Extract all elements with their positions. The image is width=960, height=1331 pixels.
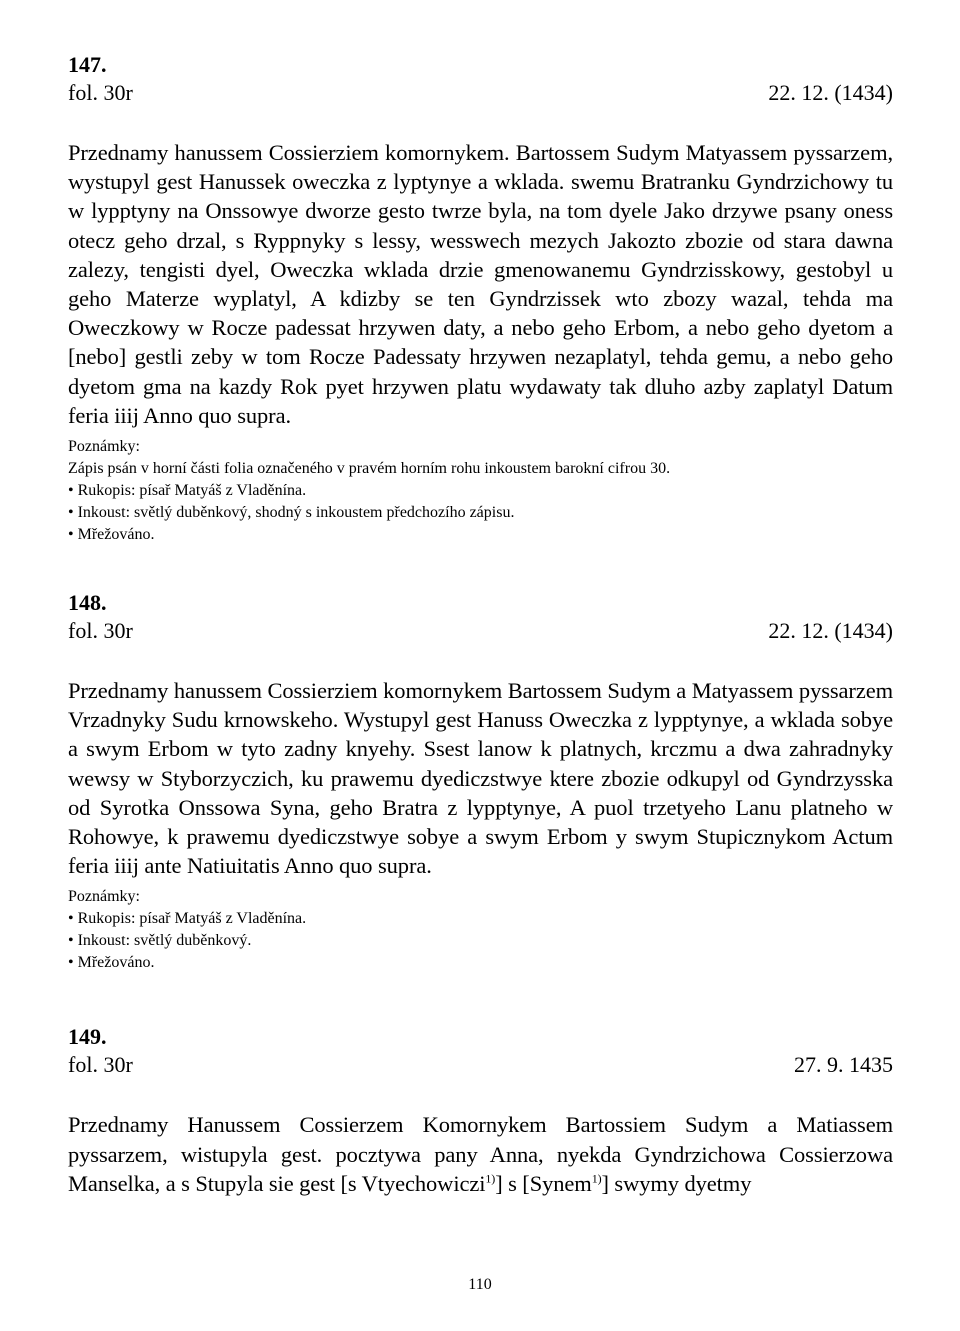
entry-148 xyxy=(68,590,893,974)
note-line: • Inkoust: světlý duběnkový. xyxy=(68,932,252,950)
entry-date: 22. 12. (1434) xyxy=(768,80,893,105)
folio-label: fol. 30r xyxy=(68,618,133,644)
note-line: • Rukopis: písař Matyáš z Vladěnína. xyxy=(68,910,307,928)
note-line: Zápis psán v horní části folia označeného v pravém horním rohu inkoustem barokní cifrou 30. xyxy=(68,460,671,478)
notes xyxy=(68,886,893,974)
notes xyxy=(68,436,893,546)
entry-text xyxy=(68,1110,893,1198)
entry-number: 147. xyxy=(68,52,107,77)
entry-date: 27. 9. 1435 xyxy=(794,1052,893,1078)
note-line: • Mřežováno. xyxy=(68,526,155,544)
entry-text: Przednamy hanussem Cossierziem komornykem. Bartossem Sudym Matyassem pyssarzem, wystupyl gest Hanussek oweczka z lyptynye a wklada. swemu Bratranku Gyndrzichowy tu w lypptyny na Onssowye dworze gesto twrze byla, na tom dyele Jako drzywe psany oness otecz geho drzal, s Ryppnyky s lessy, wesswech mezych Jakozto zbozie od stara dawna zalezy, tengisti dyel, Oweczka wklada drzie gmenowanemu Gyndrzisskowy, gestobyl u geho Materze wyplatyl, A kdizby se ten Gyndrzissek wto zbozy wazal, tehda ma Oweczkowy w Rocze padessat hrzywen daty, a nebo geho Erbom, a nebo geho dyetom a [nebo] gestli zeby w tom Rocze Padessaty hrzywen nezaplatyl, tehda gemu, a nebo geho dyetom gma na kazdy Rok pyet hrzywen platu wydawaty tak dluho azby zaplatyl Datum feria iiij Anno quo supra. xyxy=(68,140,893,428)
entry-number: 149. xyxy=(68,1024,107,1050)
entry-meta xyxy=(68,1050,893,1080)
note-line: • Mřežováno. xyxy=(68,954,155,972)
folio-label: fol. 30r xyxy=(68,1052,133,1078)
note-line: • Inkoust: světlý duběnkový, shodný s inkoustem předchozího zápisu. xyxy=(68,504,515,522)
entry-text: Przednamy hanussem Cossierziem komornykem Bartossem Sudym a Matyassem pyssarzem Vrzadnyky Sudu krnowskeho. Wystupyl gest Hanuss Oweczka z lypptynye, a wklada sobye a swym Erbom w tyto zadny knyehy. Ssest lanow k platnych, krczmu a dwa zahradnyky wewsy w Styborzyczich, ku prawemu dyediczstwye ktere zbozie odkupyl od Gyndrzysska od Syrotka Onssowa Syna, geho Bratra z lypptynye, A puol trzetyeho Lanu platneho w Rohowye, k prawemu dyediczstwye sobye a swym Erbom y swym Stupicznykom Actum feria iiij ante Natiuitatis Anno quo supra. xyxy=(68,678,893,879)
notes-title: Poznámky: xyxy=(68,888,140,906)
entry-text-mid: ] s [Synem xyxy=(495,1170,592,1196)
entry-text-end: ] swymy dyetmy xyxy=(601,1170,752,1196)
note-line: • Rukopis: písař Matyáš z Vladěnína. xyxy=(68,482,307,500)
entry-date: 22. 12. (1434) xyxy=(768,618,893,644)
page-number: 110 xyxy=(468,1276,492,1293)
document-page xyxy=(68,52,893,1198)
footnote-ref: 1) xyxy=(485,1171,496,1186)
entry-number: 148. xyxy=(68,590,107,616)
entry-149 xyxy=(68,1024,893,1198)
folio-label: fol. 30r xyxy=(68,80,133,105)
notes-title: Poznámky: xyxy=(68,438,140,456)
entry-meta xyxy=(68,78,893,108)
footnote-ref: 1) xyxy=(591,1171,602,1186)
entry-text-main: Przednamy Hanussem Cossierzem Komornykem Bartossiem Sudym a Matiassem pyssarzem, wistupyla gest. pocztywa pany Anna, nyekda Gyndrzichowa Cossierzowa Manselka, a s Stupyla sie gest [s Vtyechowiczi xyxy=(68,1112,893,1196)
entry-meta xyxy=(68,616,893,646)
entry-147 xyxy=(68,52,893,546)
